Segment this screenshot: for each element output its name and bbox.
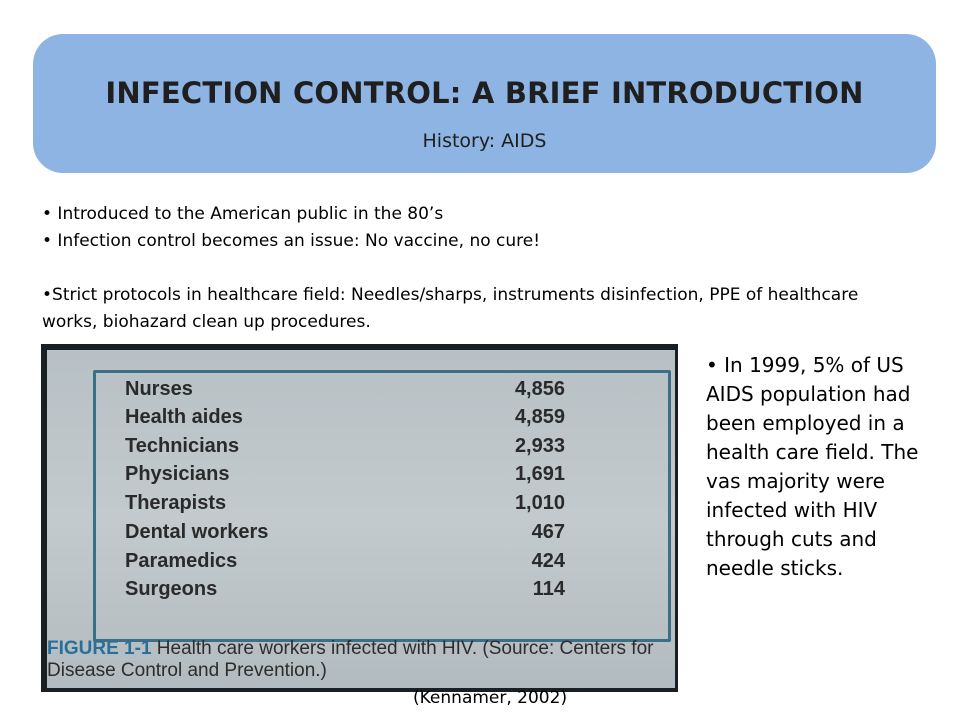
row-label: Paramedics: [125, 550, 238, 572]
table-row: [125, 435, 565, 462]
row-value: 1,010: [514, 492, 565, 514]
row-label: Therapists: [125, 492, 227, 514]
slide-subtitle: History: AIDS: [422, 130, 547, 152]
row-value: 467: [531, 521, 565, 543]
bullet-list: [42, 201, 922, 336]
table-row: [125, 578, 565, 605]
table-row: [125, 550, 565, 577]
row-value: 114: [532, 578, 565, 600]
figure-caption-text: Health care workers infected with HIV. (Source: Centers for Disease Control and Prevention.): [47, 638, 654, 681]
table-row: [125, 463, 565, 490]
bullet-item: • Infection control becomes an issue: No vaccine, no cure!: [42, 231, 541, 251]
table-row: [125, 521, 565, 548]
figure-photo: [41, 344, 678, 692]
row-label: Nurses: [125, 378, 193, 400]
title-banner: [33, 34, 936, 173]
table-row: [125, 492, 565, 519]
bullet-spacer: [42, 255, 922, 282]
bullet-item: •Strict protocols in healthcare field: Needles/sharps, instruments disinfection, PPE of healthcare works, biohazard clean up procedures.: [42, 285, 859, 332]
row-label: Health aides: [125, 406, 243, 428]
slide-title: INFECTION CONTROL: A BRIEF INTRODUCTION: [105, 76, 864, 110]
row-label: Physicians: [125, 463, 230, 485]
row-value: 4,859: [514, 406, 565, 428]
table-row: [125, 378, 565, 405]
row-value: 4,856: [514, 378, 565, 400]
row-value: 1,691: [514, 463, 565, 485]
row-label: Surgeons: [125, 578, 218, 600]
table-row: [125, 406, 565, 433]
side-note: • In 1999, 5% of US AIDS population had been employed in a health care field. The vas majority were infected with HIV through cuts and needle sticks.: [706, 353, 919, 580]
figure-number: FIGURE 1-1: [47, 638, 152, 659]
row-value: 2,933: [514, 435, 565, 457]
bullet-item: • Introduced to the American public in the 80’s: [42, 204, 444, 224]
figure-paper: [47, 350, 675, 688]
row-label: Technicians: [125, 435, 240, 457]
figure-caption: [47, 638, 675, 682]
row-label: Dental workers: [125, 521, 269, 543]
row-value: 424: [531, 550, 565, 572]
citation: (Kennamer, 2002): [413, 688, 568, 708]
